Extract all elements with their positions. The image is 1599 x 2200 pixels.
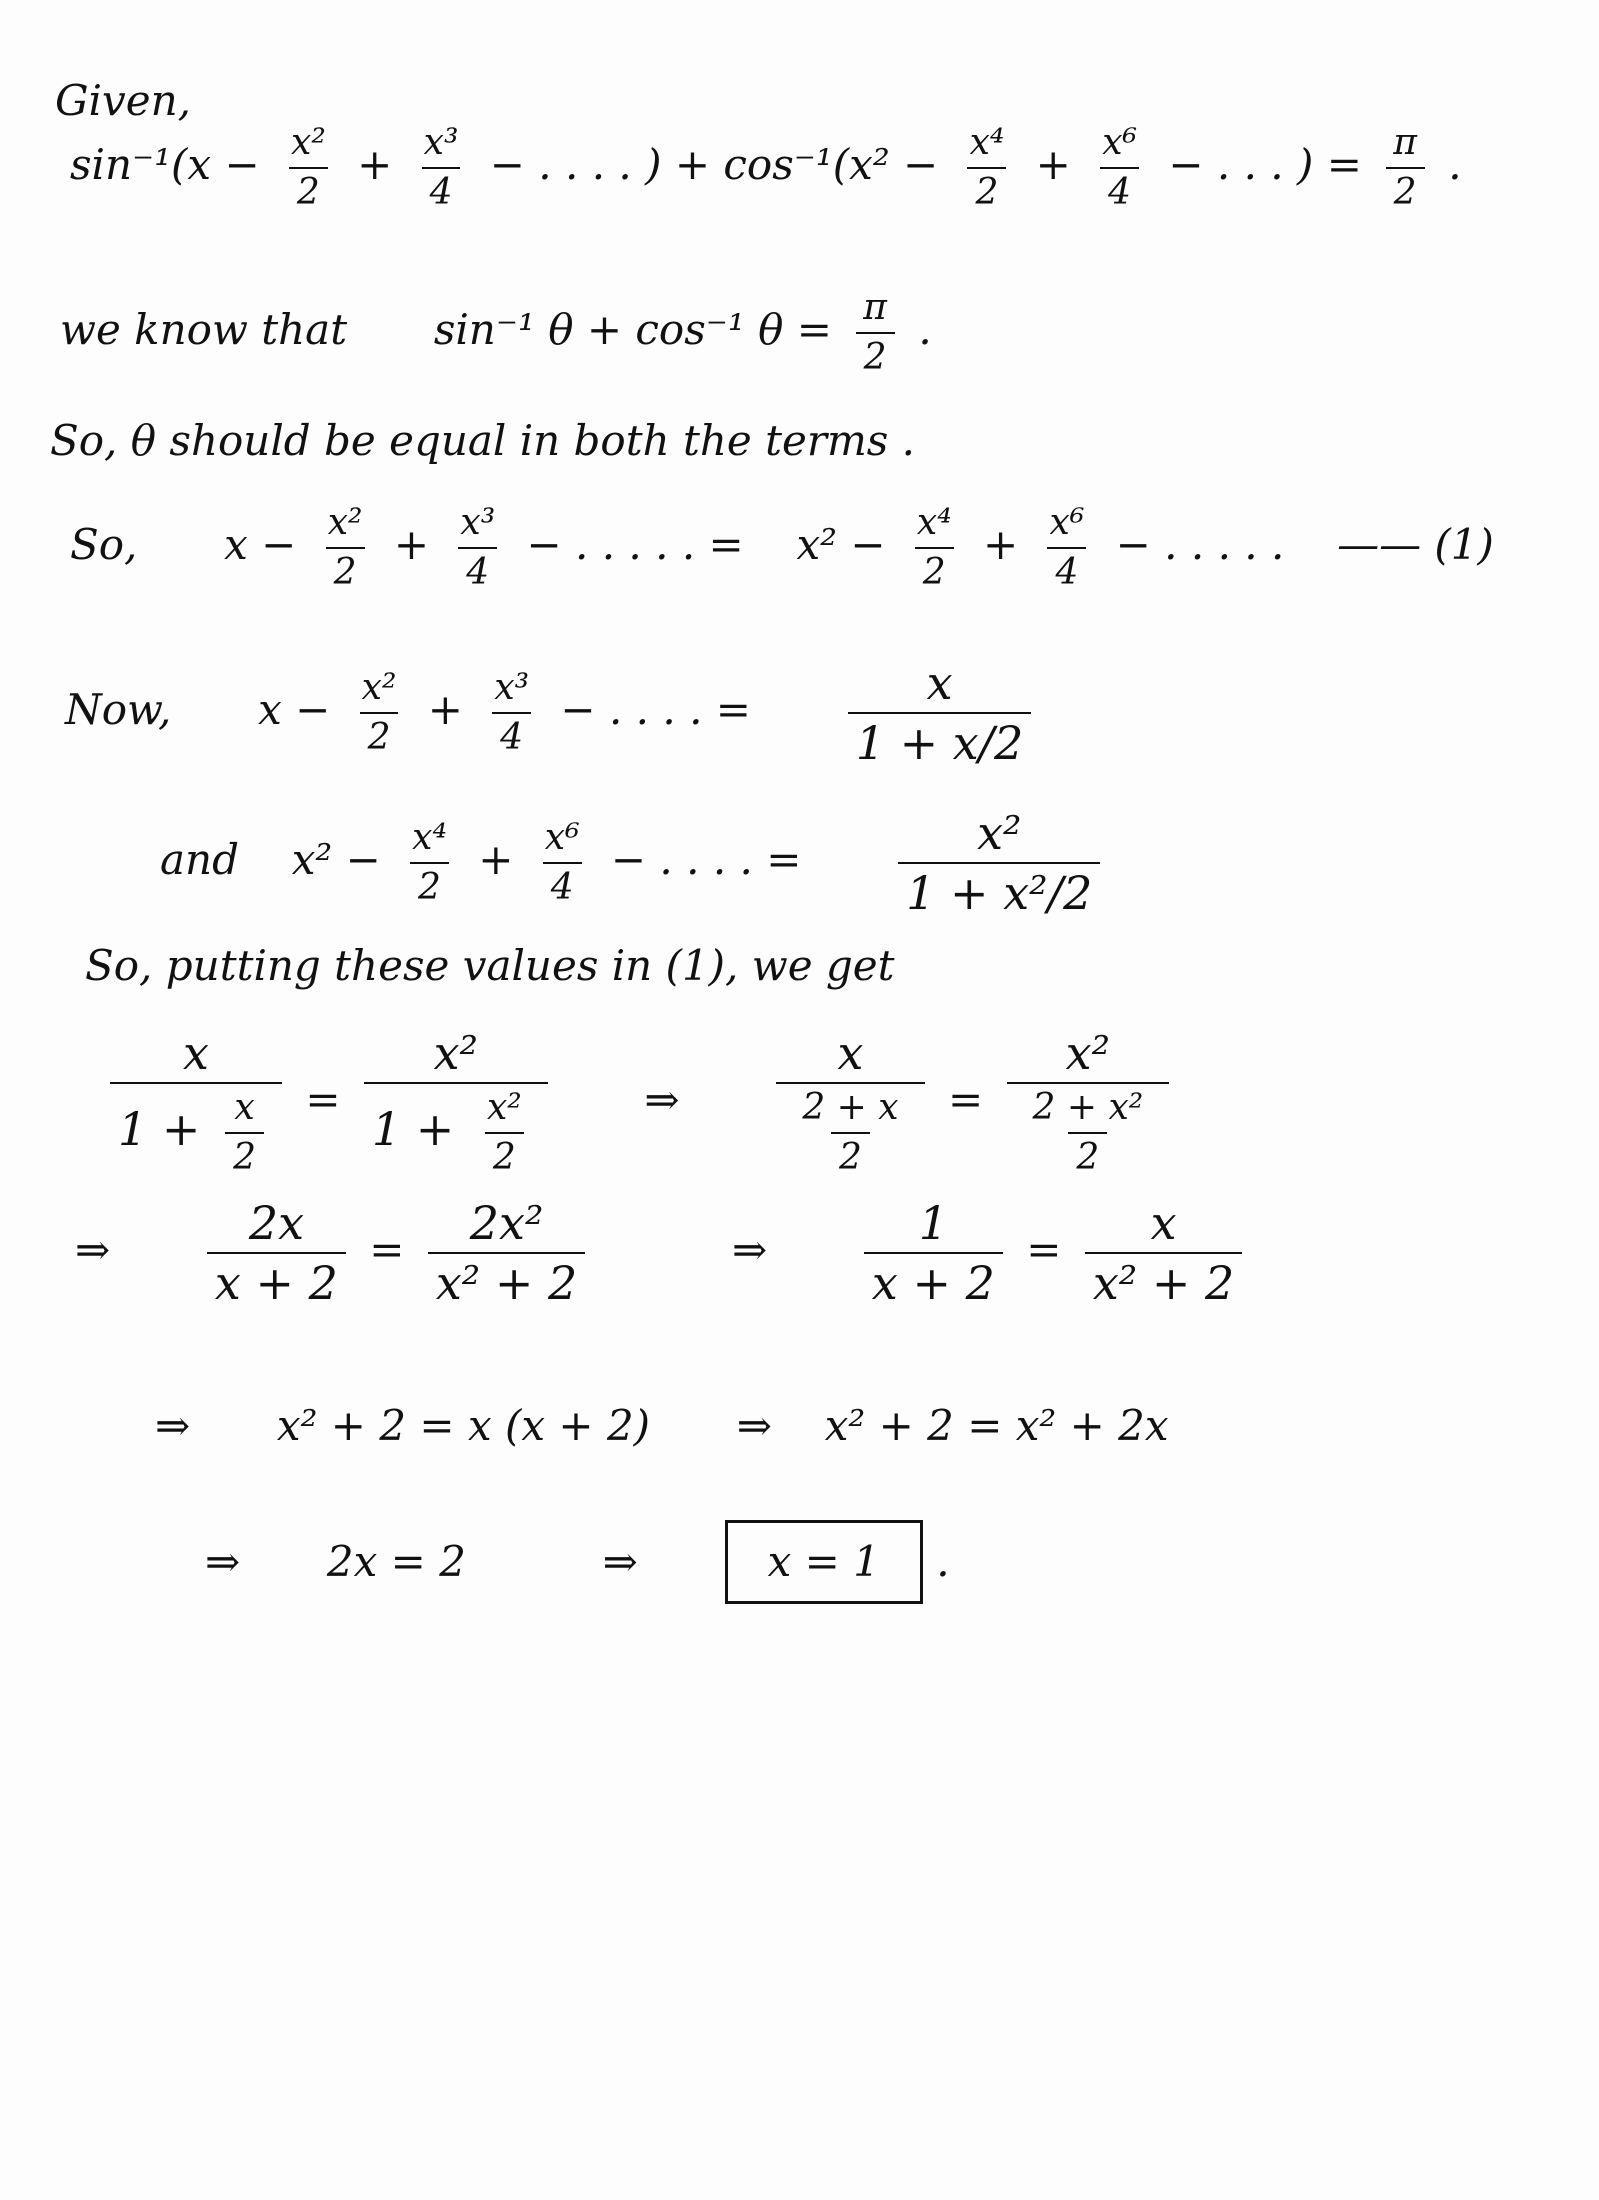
eq1-lhs-a: x − <box>224 520 297 569</box>
given-term1-num: x² <box>291 122 326 163</box>
step1-eq: = <box>305 1075 341 1124</box>
step1-left2-num: x <box>837 1026 864 1080</box>
step1-right-num: x² <box>433 1026 478 1080</box>
and-frac1 <box>404 817 455 908</box>
given-dot: . <box>1448 140 1462 189</box>
step2-right-fraction <box>428 1196 585 1310</box>
step1-left-fraction <box>110 1026 282 1178</box>
know-rhs-den: 2 <box>856 332 895 376</box>
given-rhs-fraction <box>1385 122 1425 213</box>
step1-right2-fraction <box>1007 1026 1170 1178</box>
now-frac2-num: x³ <box>494 667 530 708</box>
eq1-rhs-a: x² − <box>796 520 886 569</box>
step1-right2-num: x² <box>1065 1026 1111 1080</box>
and-frac1-den: 2 <box>410 862 449 906</box>
step2-right-den: x² + 2 <box>428 1252 585 1306</box>
and-frac2 <box>537 817 588 908</box>
step2-left-fraction <box>207 1196 346 1310</box>
now-plus: + <box>427 685 463 734</box>
step1-line <box>100 1026 1179 1178</box>
eq1-plus2: + <box>982 520 1019 569</box>
and-frac1-num: x⁴ <box>412 817 447 858</box>
given-rhs-num: π <box>1393 122 1417 163</box>
now-rhs-den: 1 + x/2 <box>848 712 1032 766</box>
eq1-lead: So, <box>70 520 138 569</box>
now-lead: Now, <box>65 685 172 734</box>
step2-right2-den: x² + 2 <box>1085 1252 1242 1306</box>
eq1-frac2 <box>452 502 503 593</box>
given-term2-fraction <box>416 122 467 213</box>
eq1-tag: —— (1) <box>1337 520 1494 569</box>
given-term1-fraction <box>283 122 334 213</box>
eq1-frac3 <box>909 502 960 593</box>
and-plus: + <box>478 835 514 884</box>
eq1-frac3-den: 2 <box>915 547 954 591</box>
step2-right2-fraction <box>1085 1196 1242 1310</box>
step1-left-num: x <box>183 1026 209 1080</box>
eq1-frac2-num: x³ <box>460 502 496 543</box>
step2-left-den: x + 2 <box>207 1252 346 1306</box>
given-equation <box>70 122 1462 213</box>
step1-right-den <box>364 1082 548 1176</box>
step3-line <box>155 1401 1169 1450</box>
step1-left2-den-fraction-den: 2 <box>831 1132 870 1176</box>
step1-left2-fraction <box>776 1026 924 1178</box>
putting-line: So, putting these values in (1), we get <box>85 941 895 990</box>
step2-left2-den: x + 2 <box>864 1252 1003 1306</box>
step3-implies: ⇒ <box>155 1401 191 1450</box>
now-frac1 <box>354 667 405 758</box>
step3-expr-a: x² + 2 = x (x + 2) <box>276 1401 651 1450</box>
step4-line <box>205 1520 950 1604</box>
given-term2-den: 4 <box>422 167 461 211</box>
eq1-dots: − . . . . . = <box>526 520 744 569</box>
step1-left2-den <box>776 1082 924 1176</box>
step2-eq2: = <box>1026 1225 1062 1274</box>
eq1-frac1 <box>320 502 371 593</box>
step1-right-fraction <box>364 1026 548 1178</box>
given-label: Given, <box>55 76 191 125</box>
eq1-frac2-den: 4 <box>458 547 497 591</box>
now-frac2 <box>486 667 537 758</box>
step1-right2-den-fraction-den: 2 <box>1068 1132 1107 1176</box>
know-text: we know that <box>60 305 348 354</box>
given-rhs-den: 2 <box>1386 167 1425 211</box>
given-sin-prefix: sin⁻¹(x − <box>70 140 260 189</box>
step3-expr-b: x² + 2 = x² + 2x <box>824 1401 1169 1450</box>
step1-left2-den-fraction-num: 2 + x <box>802 1087 899 1128</box>
given-plus2: + <box>1035 140 1071 189</box>
eq1-frac4-den: 4 <box>1047 547 1086 591</box>
and-frac2-den: 4 <box>543 862 582 906</box>
step4-expr: 2x = 2 <box>326 1537 466 1586</box>
and-frac2-num: x⁶ <box>544 817 580 858</box>
step1-implies: ⇒ <box>644 1075 680 1124</box>
step2-right2-num: x <box>1150 1196 1177 1250</box>
know-rhs-num: π <box>863 287 887 328</box>
final-answer-box <box>725 1520 923 1604</box>
step1-right2-den-fraction-num: 2 + x² <box>1032 1087 1144 1128</box>
step1-left-den-a: 1 + <box>118 1102 201 1156</box>
step1-right-den-fraction <box>479 1087 530 1178</box>
now-rhs-fraction <box>848 656 1032 770</box>
given-term3-fraction <box>962 122 1013 213</box>
know-rhs-fraction <box>855 287 895 378</box>
step2-left-num: 2x <box>248 1196 305 1250</box>
and-lead: and <box>160 835 239 884</box>
and-rhs-num: x² <box>977 806 1022 860</box>
now-frac2-den: 4 <box>492 712 531 756</box>
step1-left-den-fraction-den: 2 <box>225 1132 264 1176</box>
given-term4-fraction <box>1094 122 1145 213</box>
know-identity: sin⁻¹ θ + cos⁻¹ θ = <box>433 305 832 354</box>
eq1-frac1-den: 2 <box>326 547 365 591</box>
and-rhs-fraction <box>898 806 1100 920</box>
given-middle: − . . . . ) + cos⁻¹(x² − <box>489 140 939 189</box>
given-tail: − . . . ) = <box>1168 140 1362 189</box>
eq1-tail: − . . . . . <box>1115 520 1285 569</box>
and-lhs-a: x² − <box>291 835 381 884</box>
know-dot: . <box>918 305 932 354</box>
and-dots: − . . . . = <box>610 835 802 884</box>
eq1-frac3-num: x⁴ <box>916 502 952 543</box>
know-line <box>60 287 932 378</box>
eq1-frac1-num: x² <box>327 502 363 543</box>
step1-right-den-fraction-num: x² <box>486 1087 522 1128</box>
given-term1-den: 2 <box>289 167 328 211</box>
given-term3-den: 2 <box>967 167 1006 211</box>
eq1-plus: + <box>393 520 430 569</box>
eq1-frac4-num: x⁶ <box>1049 502 1085 543</box>
step2-left2-num: 1 <box>918 1196 949 1250</box>
step4-dot: . <box>936 1537 950 1586</box>
step2-implies: ⇒ <box>75 1225 111 1274</box>
step1-left-den <box>110 1082 282 1176</box>
step4-implies: ⇒ <box>205 1537 241 1586</box>
step2-eq: = <box>369 1225 405 1274</box>
now-line <box>65 656 1041 770</box>
eq1-frac4 <box>1042 502 1093 593</box>
step2-right-num: 2x² <box>469 1196 544 1250</box>
equation-1 <box>70 502 1494 593</box>
given-term2-num: x³ <box>423 122 459 163</box>
and-line <box>160 806 1110 920</box>
step2-left2-fraction <box>864 1196 1003 1310</box>
step1-left-den-fraction <box>225 1087 264 1178</box>
step1-left-den-fraction-num: x <box>234 1087 255 1128</box>
now-frac1-num: x² <box>361 667 397 708</box>
step1-right2-den <box>1007 1082 1170 1176</box>
step1-right-den-fraction-den: 2 <box>485 1132 524 1176</box>
given-plus1: + <box>357 140 393 189</box>
step3-implies2: ⇒ <box>736 1401 772 1450</box>
step1-right2-den-fraction <box>1025 1087 1152 1178</box>
now-frac1-den: 2 <box>360 712 399 756</box>
step2-line <box>75 1196 1252 1310</box>
now-lhs-a: x − <box>258 685 331 734</box>
so-theta-line: So, θ should be equal in both the terms . <box>50 416 916 465</box>
step4-implies2: ⇒ <box>602 1537 638 1586</box>
given-term4-num: x⁶ <box>1102 122 1137 163</box>
step1-eq2: = <box>947 1075 984 1124</box>
and-rhs-den: 1 + x²/2 <box>898 862 1100 916</box>
final-answer: x = 1 <box>767 1537 880 1586</box>
step1-right-den-a: 1 + <box>371 1102 455 1156</box>
now-rhs-num: x <box>926 656 953 710</box>
step1-left2-den-fraction <box>794 1087 906 1178</box>
given-term3-num: x⁴ <box>969 122 1005 163</box>
step2-implies2: ⇒ <box>732 1225 768 1274</box>
given-term4-den: 4 <box>1100 167 1139 211</box>
now-dots: − . . . . = <box>560 685 751 734</box>
